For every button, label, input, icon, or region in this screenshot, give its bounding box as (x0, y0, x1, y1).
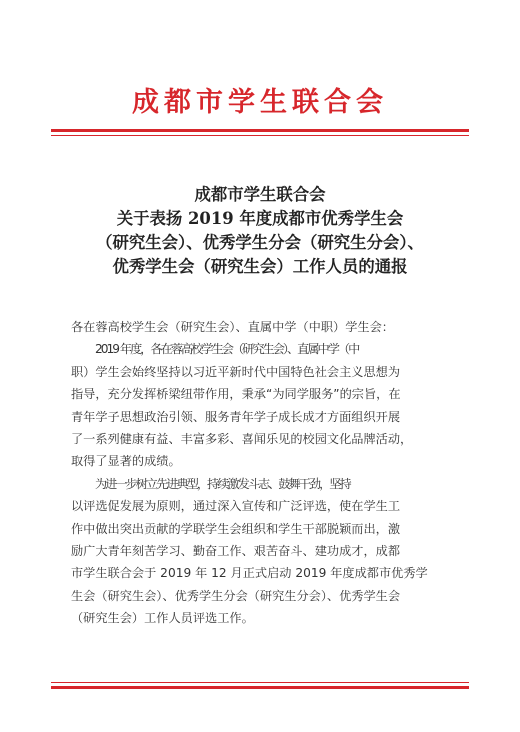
paragraph-line: 青年学子思想政治引领、服务青年学子成长成才方面组织开展 (71, 409, 401, 424)
masthead-org-name: 成都市学生联合会 (132, 87, 388, 118)
paragraph-line: 生会（研究生会）、优秀学生分会（研究生分会）、优秀学生会 (71, 588, 401, 603)
paragraph-1 (71, 338, 457, 472)
paragraph-line: 市学生联合会于 2019 年 12 月正式启动 2019 年度成都市优秀学 (71, 566, 428, 581)
paragraph-line: 以评选促发展为原则，通过深入宣传和广泛评选，使在学生工 (71, 499, 401, 514)
title-line: 关于表扬 2019 年度成都市优秀学生会 (116, 209, 404, 228)
title-line: 成都市学生联合会 (194, 185, 326, 204)
paragraph-line: （研究生会）工作人员评选工作。 (71, 611, 254, 626)
paragraph-line: 职）学生会始终坚持以习近平新时代中国特色社会主义思想为 (71, 364, 401, 379)
title-line: （研究生会）、优秀学生分会（研究生分会）、 (96, 233, 424, 252)
paragraph-line: 取得了显著的成绩。 (71, 454, 181, 469)
paragraph-line: 指导，充分发挥桥梁纽带作用，秉承“为同学服务”的宗旨，在 (71, 387, 401, 402)
paragraph-line: 为进一步树立先进典型，持续激发斗志、鼓舞干劲，坚持 (95, 476, 350, 491)
paragraph-line: 励广大青年刻苦学习、勤奋工作、艰苦奋斗、建功成才，成都 (71, 544, 401, 559)
document-title (40, 183, 480, 279)
document-body (71, 316, 457, 630)
title-line: 优秀学生会（研究生会）工作人员的通报 (112, 257, 408, 276)
salutation: 各在蓉高校学生会（研究生会）、直属中学（中职）学生会： (71, 320, 394, 334)
masthead-thick-rule (51, 129, 469, 132)
footer-thin-rule (51, 682, 469, 683)
paragraph-line: 了一系列健康有益、丰富多彩、喜闻乐见的校园文化品牌活动， (71, 432, 413, 447)
masthead-thin-rule (51, 135, 469, 136)
paragraph-line: 2019 年度，各在蓉高校学生会（研究生会）、直属中学（中 (95, 342, 359, 357)
footer-thick-rule (51, 686, 469, 689)
paragraph-2 (71, 473, 457, 630)
paragraph-line: 作中做出突出贡献的学联学生会组织和学生干部脱颖而出，激 (71, 521, 401, 536)
